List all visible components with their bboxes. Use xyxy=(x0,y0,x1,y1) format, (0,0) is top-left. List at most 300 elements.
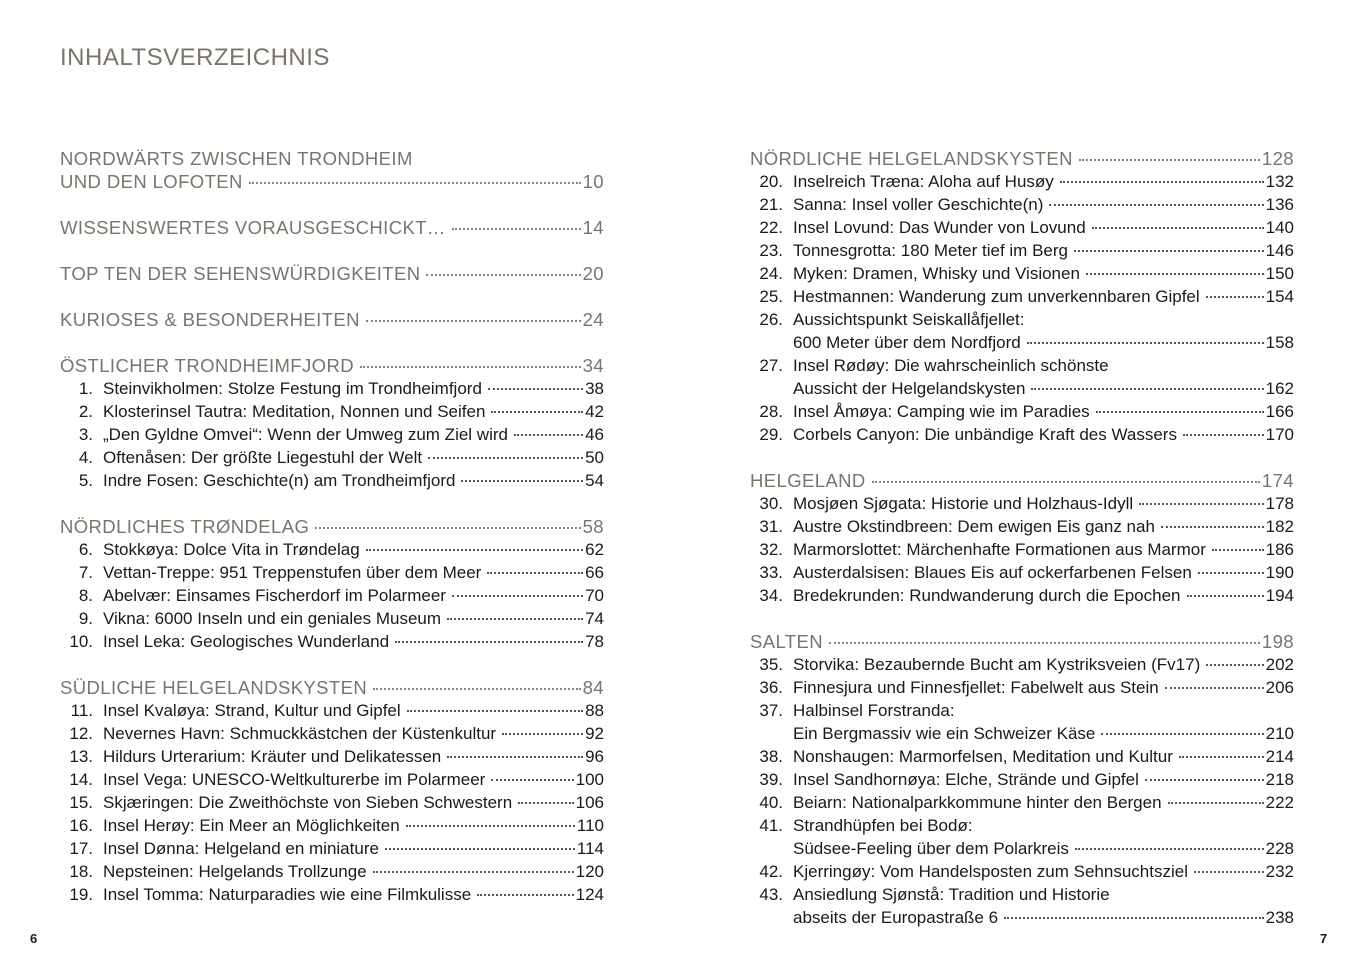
section-heading[interactable] xyxy=(750,147,1294,170)
page-ref: 100 xyxy=(575,770,604,789)
entry-title: Stokkøya: Dolce Vita in Trøndelag xyxy=(103,540,360,559)
entry-line xyxy=(750,492,1294,515)
toc-entry[interactable] xyxy=(750,768,1294,791)
dot-leader xyxy=(428,457,583,459)
page-ref: 132 xyxy=(1265,172,1294,191)
page-ref: 128 xyxy=(1261,148,1294,169)
entry-line xyxy=(60,745,604,768)
entry-line xyxy=(750,768,1294,791)
toc-entry[interactable] xyxy=(60,377,604,400)
heading-text: HELGELAND xyxy=(750,470,866,491)
dot-leader xyxy=(1187,595,1264,597)
dot-leader xyxy=(447,618,583,620)
entry-line xyxy=(750,676,1294,699)
page-ref: 206 xyxy=(1265,678,1294,697)
entry-number: 29. xyxy=(759,425,783,444)
entry-line xyxy=(750,814,1294,837)
entry-title: Marmorslottet: Märchenhafte Formationen aus Marmor xyxy=(793,540,1206,559)
dot-leader xyxy=(1027,342,1264,344)
entry-line xyxy=(750,883,1294,906)
toc-entry[interactable] xyxy=(750,745,1294,768)
entry-number: 12. xyxy=(69,724,93,743)
heading-line xyxy=(750,469,1294,492)
entry-line xyxy=(750,354,1294,377)
dot-leader xyxy=(491,411,583,413)
toc-entry[interactable] xyxy=(750,216,1294,239)
dot-leader xyxy=(452,228,581,230)
toc-entry[interactable] xyxy=(750,354,1294,400)
toc-section xyxy=(60,308,604,331)
section-heading[interactable] xyxy=(60,354,604,377)
heading-line xyxy=(60,515,604,538)
entry-number: 19. xyxy=(69,885,93,904)
entry-number: 15. xyxy=(69,793,93,812)
entry-title: Nonshaugen: Marmorfelsen, Meditation und Kultur xyxy=(793,747,1173,766)
entry-title: Aussichtspunkt Seiskallåfjellet: xyxy=(793,310,1025,329)
entry-number: 28. xyxy=(759,402,783,421)
entry-title: Steinvikholmen: Stolze Festung im Trondheimfjord xyxy=(103,379,482,398)
entry-line xyxy=(60,699,604,722)
entry-title: Austerdalsisen: Blaues Eis auf ockerfarbenen Felsen xyxy=(793,563,1192,582)
entry-number: 11. xyxy=(70,701,93,720)
entry-title: Nevernes Havn: Schmuckkästchen der Küstenkultur xyxy=(103,724,497,743)
page-ref: 218 xyxy=(1265,770,1294,789)
heading-line xyxy=(60,170,604,193)
entry-number: 37. xyxy=(759,701,783,720)
page-ref: 186 xyxy=(1265,540,1294,559)
page-ref: 154 xyxy=(1265,287,1294,306)
dot-leader xyxy=(373,688,580,690)
page-ref: 182 xyxy=(1265,517,1294,536)
dot-leader xyxy=(502,733,583,735)
page-ref: 194 xyxy=(1265,586,1294,605)
toc-entry[interactable] xyxy=(750,492,1294,515)
page-ref: 190 xyxy=(1265,563,1294,582)
toc-entry[interactable] xyxy=(60,837,604,860)
section-heading[interactable] xyxy=(60,262,604,285)
entry-title: Insel Leka: Geologisches Wunderland xyxy=(103,632,390,651)
entry-title: Beiarn: Nationalparkkommune hinter den Bergen xyxy=(793,793,1162,812)
entry-number: 4. xyxy=(78,448,93,467)
heading-text: TOP TEN DER SEHENSWÜRDIGKEITEN xyxy=(60,263,421,284)
page-ref: 88 xyxy=(585,701,604,720)
entry-number: 35. xyxy=(759,655,783,674)
toc-section xyxy=(750,147,1294,446)
entry-title: abseits der Europastraße 6 xyxy=(793,908,999,927)
entry-line xyxy=(750,331,1294,354)
entry-line xyxy=(750,308,1294,331)
heading-text: KURIOSES & BESONDERHEITEN xyxy=(60,309,360,330)
entry-line xyxy=(750,837,1294,860)
entry-number: 36. xyxy=(759,678,783,697)
toc-entry[interactable] xyxy=(750,239,1294,262)
entry-number: 33. xyxy=(759,563,783,582)
toc-section xyxy=(750,469,1294,607)
dot-leader xyxy=(1161,526,1264,528)
entry-line xyxy=(60,791,604,814)
entry-title: Vikna: 6000 Inseln und ein geniales Museum xyxy=(103,609,442,628)
entry-title: Abelvær: Einsames Fischerdorf im Polarmeer xyxy=(103,586,446,605)
toc-entry[interactable] xyxy=(750,653,1294,676)
toc-entry[interactable] xyxy=(750,676,1294,699)
toc-entry[interactable] xyxy=(750,423,1294,446)
entry-number: 25. xyxy=(759,287,783,306)
dot-leader xyxy=(1079,159,1260,161)
dot-leader xyxy=(1206,664,1263,666)
dot-leader xyxy=(315,527,580,529)
entry-title: Oftenåsen: Der größte Liegestuhl der Welt xyxy=(103,448,423,467)
entry-number: 7. xyxy=(78,563,93,582)
dot-leader xyxy=(406,825,575,827)
entry-number: 16. xyxy=(69,816,93,835)
dot-leader xyxy=(1075,848,1264,850)
page-ref: 20 xyxy=(582,263,604,284)
toc-entry[interactable] xyxy=(60,883,604,906)
section-heading[interactable] xyxy=(60,308,604,331)
page-ref: 66 xyxy=(585,563,604,582)
toc-entry[interactable] xyxy=(60,768,604,791)
entry-number: 2. xyxy=(78,402,93,421)
toc-entry[interactable] xyxy=(750,262,1294,285)
toc-column-left xyxy=(60,147,604,906)
entry-number: 43. xyxy=(759,885,783,904)
toc-entry[interactable] xyxy=(60,561,604,584)
page-ref: 50 xyxy=(585,448,604,467)
entry-line xyxy=(750,538,1294,561)
toc-entry[interactable] xyxy=(60,400,604,423)
toc-column-right xyxy=(750,147,1294,929)
entry-line xyxy=(750,377,1294,400)
entry-line xyxy=(750,262,1294,285)
section-heading[interactable] xyxy=(750,630,1294,653)
heading-line xyxy=(60,676,604,699)
toc-entry[interactable] xyxy=(750,584,1294,607)
entry-line xyxy=(750,584,1294,607)
page-ref: 222 xyxy=(1265,793,1294,812)
entry-title: Halbinsel Forstranda: xyxy=(793,701,955,720)
toc-section xyxy=(60,216,604,239)
dot-leader xyxy=(395,641,583,643)
dot-leader xyxy=(829,642,1260,644)
page-ref: 146 xyxy=(1265,241,1294,260)
dot-leader xyxy=(1092,227,1264,229)
entry-number: 22. xyxy=(759,218,783,237)
toc-section xyxy=(60,354,604,492)
entry-line xyxy=(750,423,1294,446)
dot-leader xyxy=(373,871,574,873)
entry-title: Skjæringen: Die Zweithöchste von Sieben Schwestern xyxy=(103,793,513,812)
section-heading[interactable] xyxy=(60,515,604,538)
heading-text: SALTEN xyxy=(750,631,823,652)
entry-line xyxy=(750,400,1294,423)
page-ref: 162 xyxy=(1265,379,1294,398)
page-ref: 136 xyxy=(1265,195,1294,214)
entry-title: Hestmannen: Wanderung zum unverkennbaren Gipfel xyxy=(793,287,1200,306)
heading-line xyxy=(60,262,604,285)
entry-title: Insel Åmøya: Camping wie im Paradies xyxy=(793,402,1090,421)
entry-title: Ansiedlung Sjønstå: Tradition und Historie xyxy=(793,885,1110,904)
dot-leader xyxy=(1096,411,1264,413)
section-heading[interactable] xyxy=(60,147,604,193)
dot-leader xyxy=(385,848,575,850)
heading-text: SÜDLICHE HELGELANDSKYSTEN xyxy=(60,677,368,698)
dot-leader xyxy=(488,388,583,390)
page-ref: 166 xyxy=(1265,402,1294,421)
section-heading[interactable] xyxy=(750,469,1294,492)
toc-entry[interactable] xyxy=(750,308,1294,354)
entry-title: Nepsteinen: Helgelands Trollzunge xyxy=(103,862,367,881)
entry-line xyxy=(60,607,604,630)
dot-leader xyxy=(514,434,583,436)
toc-entry[interactable] xyxy=(750,791,1294,814)
toc-entry[interactable] xyxy=(750,400,1294,423)
entry-number: 32. xyxy=(759,540,783,559)
toc-entry[interactable] xyxy=(60,814,604,837)
page-ref: 124 xyxy=(575,885,604,904)
dot-leader xyxy=(1004,917,1264,919)
entry-title: Insel Sandhornøya: Elche, Strände und Gipfel xyxy=(793,770,1139,789)
toc-section xyxy=(60,676,604,906)
section-heading[interactable] xyxy=(60,676,604,699)
heading-line xyxy=(750,147,1294,170)
toc-entry[interactable] xyxy=(750,860,1294,883)
entry-title: Mosjøen Sjøgata: Historie und Holzhaus-Idyll xyxy=(793,494,1134,513)
toc-entry[interactable] xyxy=(750,883,1294,929)
entry-line xyxy=(750,515,1294,538)
page-ref: 10 xyxy=(582,171,604,192)
dot-leader xyxy=(1139,503,1263,505)
entry-title: Insel Vega: UNESCO-Weltkulturerbe im Polarmeer xyxy=(103,770,486,789)
dot-leader xyxy=(1179,756,1264,758)
entry-number: 38. xyxy=(759,747,783,766)
toc-entry[interactable] xyxy=(60,607,604,630)
toc-entry[interactable] xyxy=(60,630,604,653)
entry-line xyxy=(750,193,1294,216)
entry-title: Aussicht der Helgelandskysten xyxy=(793,379,1026,398)
entry-title: Corbels Canyon: Die unbändige Kraft des Wassers xyxy=(793,425,1177,444)
page-ref: 202 xyxy=(1265,655,1294,674)
entry-title: Indre Fosen: Geschichte(n) am Trondheimfjord xyxy=(103,471,456,490)
entry-title: Sanna: Insel voller Geschichte(n) xyxy=(793,195,1044,214)
toc-entry[interactable] xyxy=(60,699,604,722)
page-ref: 54 xyxy=(585,471,604,490)
dot-leader xyxy=(1165,687,1264,689)
entry-line xyxy=(60,400,604,423)
entry-number: 20. xyxy=(759,172,783,191)
dot-leader xyxy=(487,572,583,574)
page-ref: 34 xyxy=(582,355,604,376)
toc-entry[interactable] xyxy=(750,285,1294,308)
toc-entry[interactable] xyxy=(750,515,1294,538)
entry-title: 600 Meter über dem Nordfjord xyxy=(793,333,1021,352)
page-ref: 120 xyxy=(575,862,604,881)
dot-leader xyxy=(1212,549,1264,551)
entry-line xyxy=(750,285,1294,308)
page-ref: 78 xyxy=(585,632,604,651)
toc-entry[interactable] xyxy=(60,860,604,883)
entry-title: Insel Rødøy: Die wahrscheinlich schönste xyxy=(793,356,1109,375)
entry-line xyxy=(60,423,604,446)
entry-number: 10. xyxy=(69,632,93,651)
entry-title: Insel Kvaløya: Strand, Kultur und Gipfel xyxy=(103,701,401,720)
toc-section xyxy=(60,262,604,285)
heading-text: ÖSTLICHER TRONDHEIMFJORD xyxy=(60,355,354,376)
dot-leader xyxy=(366,320,581,322)
entry-line xyxy=(750,216,1294,239)
entry-number: 8. xyxy=(78,586,93,605)
page-title: INHALTSVERZEICHNIS xyxy=(60,44,330,71)
dot-leader xyxy=(461,480,583,482)
entry-number: 13. xyxy=(69,747,93,766)
toc-entry[interactable] xyxy=(750,561,1294,584)
dot-leader xyxy=(1074,250,1264,252)
page-ref: 24 xyxy=(582,309,604,330)
entry-number: 6. xyxy=(78,540,93,559)
entry-title: Strandhüpfen bei Bodø: xyxy=(793,816,973,835)
dot-leader xyxy=(426,274,580,276)
toc-entry[interactable] xyxy=(750,814,1294,860)
entry-number: 24. xyxy=(759,264,783,283)
heading-line xyxy=(750,630,1294,653)
entry-title: Insel Lovund: Das Wunder von Lovund xyxy=(793,218,1086,237)
dot-leader xyxy=(491,779,573,781)
dot-leader xyxy=(407,710,583,712)
toc-entry[interactable] xyxy=(60,745,604,768)
entry-line xyxy=(750,699,1294,722)
entry-number: 5. xyxy=(78,471,93,490)
dot-leader xyxy=(1198,572,1264,574)
page-ref: 42 xyxy=(585,402,604,421)
dot-leader xyxy=(1206,296,1264,298)
toc-entry[interactable] xyxy=(60,584,604,607)
entry-line xyxy=(750,653,1294,676)
entry-title: Ein Bergmassiv wie ein Schweizer Käse xyxy=(793,724,1096,743)
dot-leader xyxy=(249,182,581,184)
heading-line xyxy=(60,216,604,239)
entry-title: Klosterinsel Tautra: Meditation, Nonnen und Seifen xyxy=(103,402,486,421)
entry-number: 40. xyxy=(759,793,783,812)
page-ref: 178 xyxy=(1265,494,1294,513)
page-ref: 214 xyxy=(1265,747,1294,766)
entry-number: 23. xyxy=(759,241,783,260)
page-ref: 158 xyxy=(1265,333,1294,352)
dot-leader xyxy=(447,756,583,758)
dot-leader xyxy=(1145,779,1264,781)
entry-line xyxy=(60,561,604,584)
dot-leader xyxy=(518,802,573,804)
dot-leader xyxy=(366,549,583,551)
entry-number: 21. xyxy=(759,195,783,214)
page-ref: 110 xyxy=(576,816,604,835)
dot-leader xyxy=(1060,181,1264,183)
entry-line xyxy=(60,722,604,745)
entry-number: 26. xyxy=(759,310,783,329)
entry-line xyxy=(750,170,1294,193)
page-ref: 84 xyxy=(582,677,604,698)
page-ref: 92 xyxy=(585,724,604,743)
toc-entry[interactable] xyxy=(60,446,604,469)
page-ref: 74 xyxy=(585,609,604,628)
entry-title: Myken: Dramen, Whisky und Visionen xyxy=(793,264,1080,283)
toc-entry[interactable] xyxy=(750,699,1294,745)
page-ref: 228 xyxy=(1265,839,1294,858)
entry-line xyxy=(60,446,604,469)
page-ref: 38 xyxy=(585,379,604,398)
page-ref: 58 xyxy=(582,516,604,537)
heading-text: UND DEN LOFOTEN xyxy=(60,171,243,192)
dot-leader xyxy=(1168,802,1264,804)
entry-title: Bredekrunden: Rundwanderung durch die Epochen xyxy=(793,586,1181,605)
entry-line xyxy=(750,722,1294,745)
toc-entry[interactable] xyxy=(60,791,604,814)
page-ref: 114 xyxy=(576,839,604,858)
entry-title: Hildurs Urterarium: Kräuter und Delikatessen xyxy=(103,747,442,766)
toc-entry[interactable] xyxy=(750,170,1294,193)
toc-entry[interactable] xyxy=(750,538,1294,561)
entry-number: 3. xyxy=(78,425,93,444)
entry-title: Vettan-Treppe: 951 Treppenstufen über dem Meer xyxy=(103,563,482,582)
page-ref: 150 xyxy=(1265,264,1294,283)
page-ref: 46 xyxy=(585,425,604,444)
entry-title: Südsee-Feeling über dem Polarkreis xyxy=(793,839,1069,858)
dot-leader xyxy=(1031,388,1263,390)
page-number-left: 6 xyxy=(30,931,38,946)
heading-line xyxy=(60,308,604,331)
entry-number: 27. xyxy=(759,356,783,375)
entry-number: 17. xyxy=(69,839,93,858)
page-ref: 140 xyxy=(1265,218,1294,237)
page-ref: 62 xyxy=(585,540,604,559)
toc-entry[interactable] xyxy=(60,722,604,745)
page-ref: 210 xyxy=(1265,724,1294,743)
entry-title: Finnesjura und Finnesfjellet: Fabelwelt aus Stein xyxy=(793,678,1159,697)
entry-title: Inselreich Træna: Aloha auf Husøy xyxy=(793,172,1054,191)
toc-entry[interactable] xyxy=(60,538,604,561)
toc-entry[interactable] xyxy=(750,193,1294,216)
dot-leader xyxy=(452,595,583,597)
page-ref: 174 xyxy=(1261,470,1294,491)
dot-leader xyxy=(1049,204,1263,206)
dot-leader xyxy=(360,366,581,368)
toc-entry[interactable] xyxy=(60,423,604,446)
heading-text: WISSENSWERTES VORAUSGESCHICKT… xyxy=(60,217,446,238)
entry-title: Insel Dønna: Helgeland en miniature xyxy=(103,839,379,858)
entry-number: 42. xyxy=(759,862,783,881)
page-ref: 232 xyxy=(1265,862,1294,881)
entry-line xyxy=(60,377,604,400)
entry-line xyxy=(60,814,604,837)
entry-number: 18. xyxy=(69,862,93,881)
entry-line xyxy=(60,837,604,860)
entry-title: Storvika: Bezaubernde Bucht am Kystriksveien (Fv17) xyxy=(793,655,1201,674)
entry-title: „Den Gyldne Omvei“: Wenn der Umweg zum Ziel wird xyxy=(103,425,508,444)
dot-leader xyxy=(872,481,1260,483)
entry-number: 39. xyxy=(759,770,783,789)
entry-line xyxy=(60,883,604,906)
page-ref: 70 xyxy=(585,586,604,605)
entry-line xyxy=(750,745,1294,768)
toc-entry[interactable] xyxy=(60,469,604,492)
entry-number: 31. xyxy=(759,517,783,536)
page-ref: 170 xyxy=(1265,425,1294,444)
dot-leader xyxy=(1194,871,1264,873)
entry-title: Insel Tomma: Naturparadies wie eine Filmkulisse xyxy=(103,885,472,904)
entry-number: 41. xyxy=(759,816,783,835)
page-ref: 14 xyxy=(582,217,604,238)
section-heading[interactable] xyxy=(60,216,604,239)
page-ref: 96 xyxy=(585,747,604,766)
entry-line xyxy=(60,584,604,607)
